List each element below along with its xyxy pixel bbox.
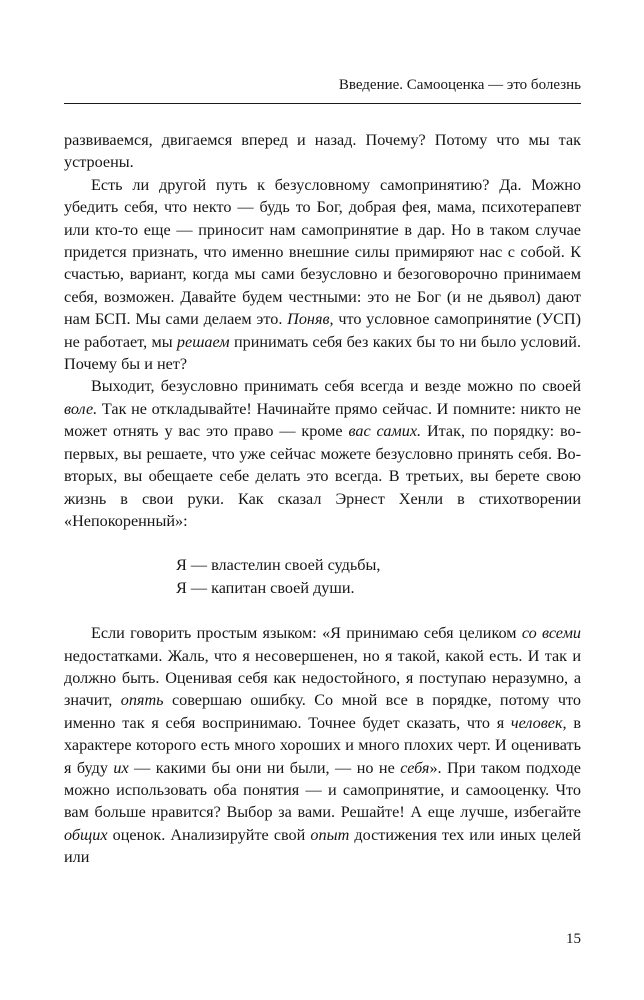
italic-text: Поняв,: [287, 310, 334, 329]
text-run: — какими бы они ни были, — но не: [128, 758, 401, 777]
text-run: развиваемся, двигаемся вперед и назад. Почему? Потому что мы так устроены.: [64, 131, 581, 172]
italic-text: опять: [120, 691, 164, 710]
text-run: достижения тех или иных целей или: [64, 825, 581, 867]
italic-text: человек,: [510, 713, 567, 732]
text-run: в характере которого есть много хороших и много плохих черт. И оценивать я буду: [64, 713, 581, 777]
page-number: 15: [566, 931, 581, 947]
paragraph: [64, 622, 581, 868]
text-run: оценок. Анализируйте свой: [107, 825, 311, 844]
running-header: Введение. Самооценка — это болезнь: [64, 76, 581, 104]
text-run: Выходит, безусловно принимать себя всегда и везде можно по своей: [91, 377, 581, 396]
text-run: Так не откладывайте! Начинайте прямо сейчас. И помните: никто не может отнять у вас это право — кроме: [64, 399, 581, 441]
italic-text: опыт: [310, 825, 350, 844]
text-run: совершаю ошибку. Со мной все в порядке, потому что именно так я себя воспринимаю. Точнее будет сказать, что я: [64, 691, 581, 732]
text-run: принимать себя без каких бы то ни было условий. Почему бы и нет?: [64, 332, 581, 374]
paragraph: [64, 375, 581, 532]
text-run: Есть ли другой путь к безусловному самопринятию? Да. Можно убедить себя, что некто — будь то Бог, добрая фея, мама, психотерапевт или кто-то еще — приносит нам самопринятие в дар. Но в таком случае придется признать, что именно внешние силы примиряют нас с собой. К счастью, вариант, когда мы сами безусловно и безоговорочно принимаем себя, возможен. Давайте будем честными: это не Бог (и не дьявол) дают нам БСП. Мы сами делаем это.: [64, 175, 581, 329]
body-text: [64, 129, 581, 869]
paragraph: [64, 174, 581, 376]
italic-text: общих: [64, 825, 108, 844]
verse-line: Я — властелин своей судьбы,: [176, 556, 381, 575]
text-run: ». При таком подходе можно использовать оба понятия — и самопринятие, и самооценку. Что вам больше нравится? Выбор за вами. Решайте! А еще лучше, избегайте: [64, 758, 581, 822]
text-run: недостатками. Жаль, что я несовершенен, но я такой, какой есть. И так и должно быть. Оценивая себя как недостойного, я поступаю неразумно, а значит,: [64, 646, 581, 710]
text-run: Итак, по порядку: во-первых, вы решаете, что уже сейчас можете безусловно принять себя. Во-вторых, вы обещаете себе делать это всегда. В третьих, вы берете свою жизнь в свои руки. Как сказал Эрнест Хенли в стихотворении «Непокоренный»:: [64, 422, 581, 530]
text-column: [64, 76, 581, 869]
paragraph: [64, 129, 581, 174]
text-run: Если говорить простым языком: «Я принимаю себя целиком: [91, 624, 522, 643]
italic-text: со всеми: [521, 624, 581, 643]
italic-text: себя: [400, 758, 430, 777]
italic-text: решаем: [176, 332, 230, 351]
italic-text: их: [113, 758, 129, 777]
italic-text: вас самих.: [348, 422, 422, 441]
text-run: что условное самопринятие (УСП) не работает, мы: [64, 310, 581, 351]
verse-line: Я — капитан своей души.: [176, 578, 355, 597]
italic-text: воле.: [64, 399, 98, 418]
verse: [64, 554, 581, 599]
